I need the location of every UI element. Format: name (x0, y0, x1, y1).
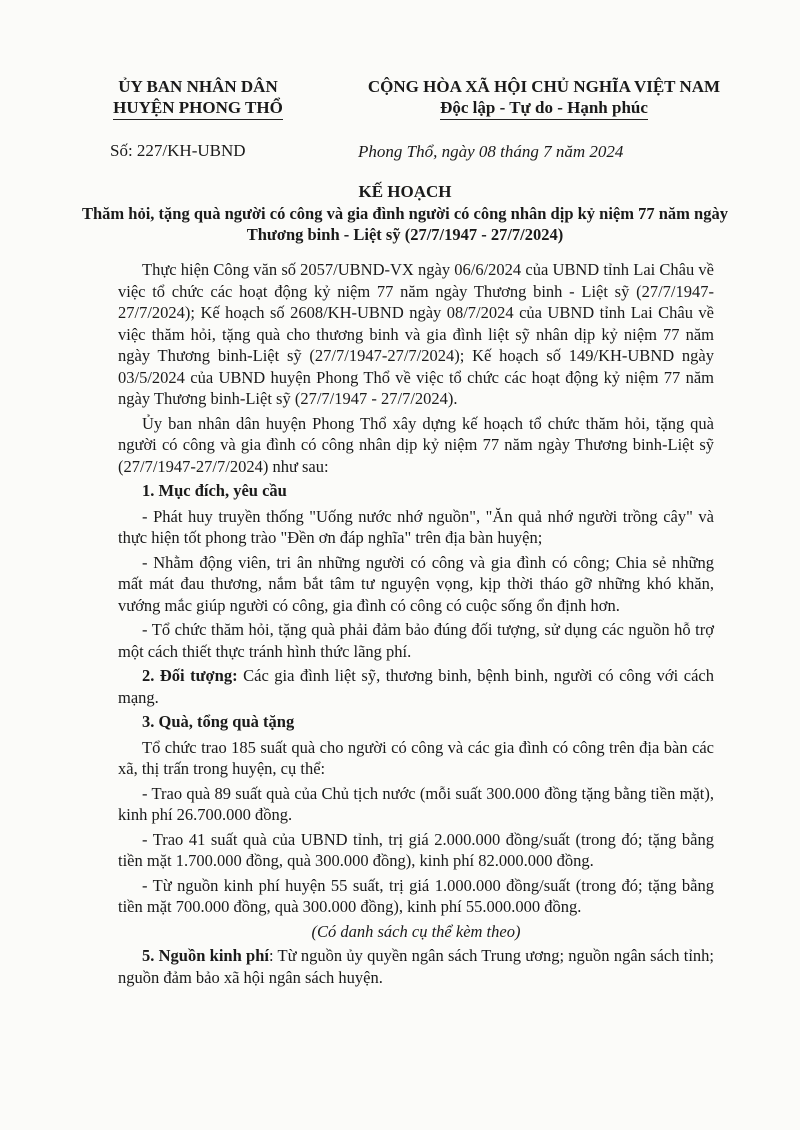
section-1-item-3: - Tổ chức thăm hỏi, tặng quà phải đảm bảo đúng đối tượng, sử dụng các nguồn hỗ trợ một cách thiết thực tránh hình thức lãng phí. (118, 620, 714, 661)
nation-line-2: Độc lập - Tự do - Hạnh phúc (440, 97, 648, 120)
intro-paragraph-1: Thực hiện Công văn số 2057/UBND-VX ngày 06/6/2024 của UBND tỉnh Lai Châu về việc tổ chức các hoạt động kỷ niệm 77 năm ngày Thương binh - Liệt sỹ (27/7/1947-27/7/2024); Kế hoạch số 2608/KH-UBND ngày 08/7/2024 của UBND tỉnh Lai Châu về việc thăm hỏi, tặng quà cho thương binh và gia đình liệt sỹ nhân dịp kỷ niệm 77 năm ngày Thương binh-Liệt sỹ (27/7/1947-27/7/2024); Kế hoạch số 149/KH-UBND ngày 03/5/2024 của UBND huyện Phong Thổ về việc tổ chức các hoạt động kỷ niệm 77 năm ngày Thương binh-Liệt sỹ (27/7/1947 - 27/7/2024). (118, 260, 714, 408)
section-2 (118, 665, 714, 708)
intro-paragraph-2: Ủy ban nhân dân huyện Phong Thổ xây dựng kế hoạch tổ chức thăm hỏi, tặng quà người có công và gia đình có công nhân dịp kỷ niệm 77 năm ngày Thương binh-Liệt sỹ (27/7/1947-27/7/2024) như sau: (118, 413, 714, 476)
section-5 (118, 945, 714, 988)
place-date: Phong Thổ, ngày 08 tháng 7 năm 2024 (358, 142, 624, 161)
nation-line-1: CỘNG HÒA XÃ HỘI CHỦ NGHĨA VIỆT NAM (367, 77, 721, 96)
document-title: KẾ HOẠCH (358, 182, 452, 201)
section-3-item-1: - Trao quà 89 suất quà của Chủ tịch nước (mỗi suất 300.000 đồng tặng bằng tiền mặt), kinh phí 26.700.000 đồng. (118, 783, 714, 824)
agency-line-1: ỦY BAN NHÂN DÂN (118, 77, 278, 96)
section-3-heading: 3. Quà, tổng quà tặng (142, 712, 295, 731)
section-3-item-3: - Từ nguồn kinh phí huyện 55 suất, trị giá 1.000.000 đồng/suất (trong đó; tặng bằng tiền mặt 700.000 đồng, quà 300.000 đồng), kinh phí 55.000.000 đồng. (118, 875, 714, 916)
section-5-label: 5. Nguồn kinh phí (142, 946, 269, 965)
section-3-note: (Có danh sách cụ thể kèm theo) (311, 921, 521, 941)
agency-line-2: HUYỆN PHONG THỔ (113, 97, 283, 120)
document-subtitle: Thăm hỏi, tặng quà người có công và gia đình người có công nhân dịp kỷ niệm 77 năm ngày Thương binh - Liệt sỹ (27/7/1947 - 27/7/2024) (82, 204, 728, 244)
national-motto (305, 76, 783, 120)
section-2-label: 2. Đối tượng: (142, 666, 238, 685)
section-5-text: : Từ nguồn ủy quyền ngân sách Trung ương; nguồn ngân sách tỉnh; nguồn đảm bảo xã hội ngân sách huyện. (118, 946, 714, 987)
section-1-item-1: - Phát huy truyền thống "Uống nước nhớ nguồn", "Ăn quả nhớ người trồng cây" và thực hiện tốt phong trào "Đền ơn đáp nghĩa" trên địa bàn huyện; (118, 506, 714, 547)
section-3-item-2: - Trao 41 suất quà của UBND tỉnh, trị giá 2.000.000 đồng/suất (trong đó; tặng bằng tiền mặt 1.700.000 đồng, quà 300.000 đồng), kinh phí 82.000.000 đồng. (118, 829, 714, 870)
document-body (118, 259, 714, 991)
section-1-heading: 1. Mục đích, yêu cầu (142, 481, 287, 500)
section-2-text: Các gia đình liệt sỹ, thương binh, bệnh binh, người có công với cách mạng. (118, 666, 714, 707)
issuing-agency (78, 76, 318, 120)
section-3-paragraph-1: Tổ chức trao 185 suất quà cho người có công và các gia đình có công trên địa bàn các xã, thị trấn trong huyện, cụ thể: (118, 737, 714, 778)
document-number: Số: 227/KH-UBND (110, 141, 246, 160)
section-1-item-2: - Nhằm động viên, tri ân những người có công và gia đình có công; Chia sẻ những mất mát đau thương, nắm bắt tâm tư nguyện vọng, kịp thời tháo gỡ những khó khăn, vướng mắc giúp người có công, gia đình có công có cuộc sống ổn định hơn. (118, 552, 714, 615)
